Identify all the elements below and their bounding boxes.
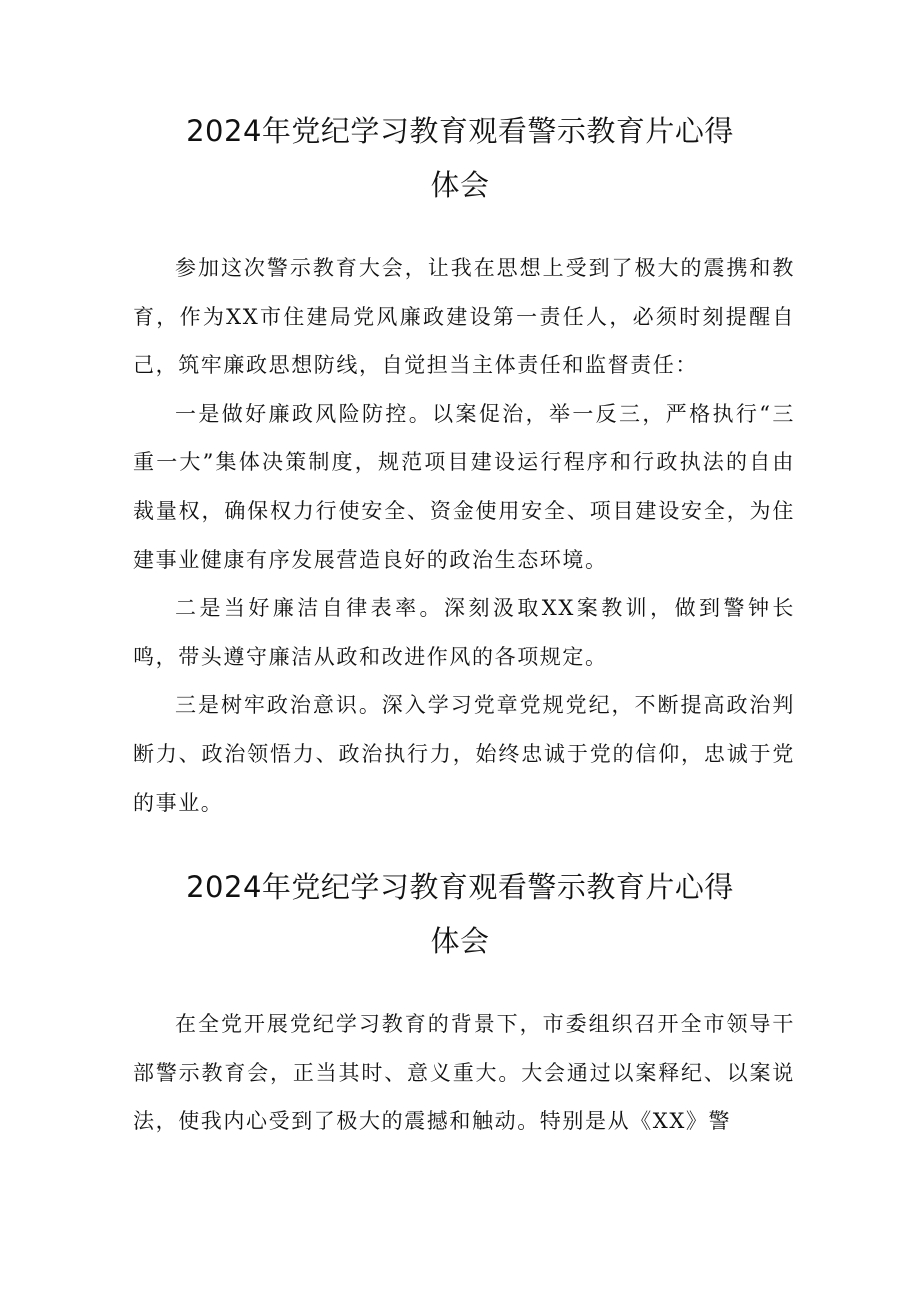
document-title <box>133 860 787 968</box>
title-line: 体会 <box>430 168 490 202</box>
paragraph: 一是做好廉政风险防控。以案促治，举一反三，严格执行“三重一大”集体决策制度，规范项目建设运行程序和行政执法的自由裁量权，确保权力行使安全、资金使用安全、项目建设安全，为住建事业健康有序发展营造良好的政治生态环境。 <box>133 401 795 572</box>
paragraph: 参加这次警示教育大会，让我在思想上受到了极大的震携和教育，作为XX市住建局党风廉政建设第一责任人，必须时刻提醒自己，筑牢廉政思想防线，自觉担当主体责任和监督责任： <box>133 256 795 378</box>
title-line: 体会 <box>430 924 490 958</box>
title-line: 2024年党纪学习教育观看警示教育片心得 <box>186 114 734 148</box>
paragraph: 二是当好廉洁自律表率。深刻汲取XX案教训，做到警钟长鸣，带头遵守廉洁从政和改进作风的各项规定。 <box>133 596 795 669</box>
document-title <box>133 104 787 212</box>
paragraph: 三是树牢政治意识。深入学习党章党规党纪，不断提高政治判断力、政治领悟力、政治执行力，始终忠诚于党的信仰，忠诚于党的事业。 <box>133 693 795 815</box>
section-body <box>133 244 795 827</box>
title-line: 2024年党纪学习教育观看警示教育片心得 <box>186 870 734 904</box>
paragraph: 在全党开展党纪学习教育的背景下，市委组织召开全市领导干部警示教育会，正当其时、意义重大。大会通过以案释纪、以案说法，使我内心受到了极大的震撼和触动。特别是从《XX》警 <box>133 1012 795 1134</box>
section-body <box>133 1000 795 1146</box>
